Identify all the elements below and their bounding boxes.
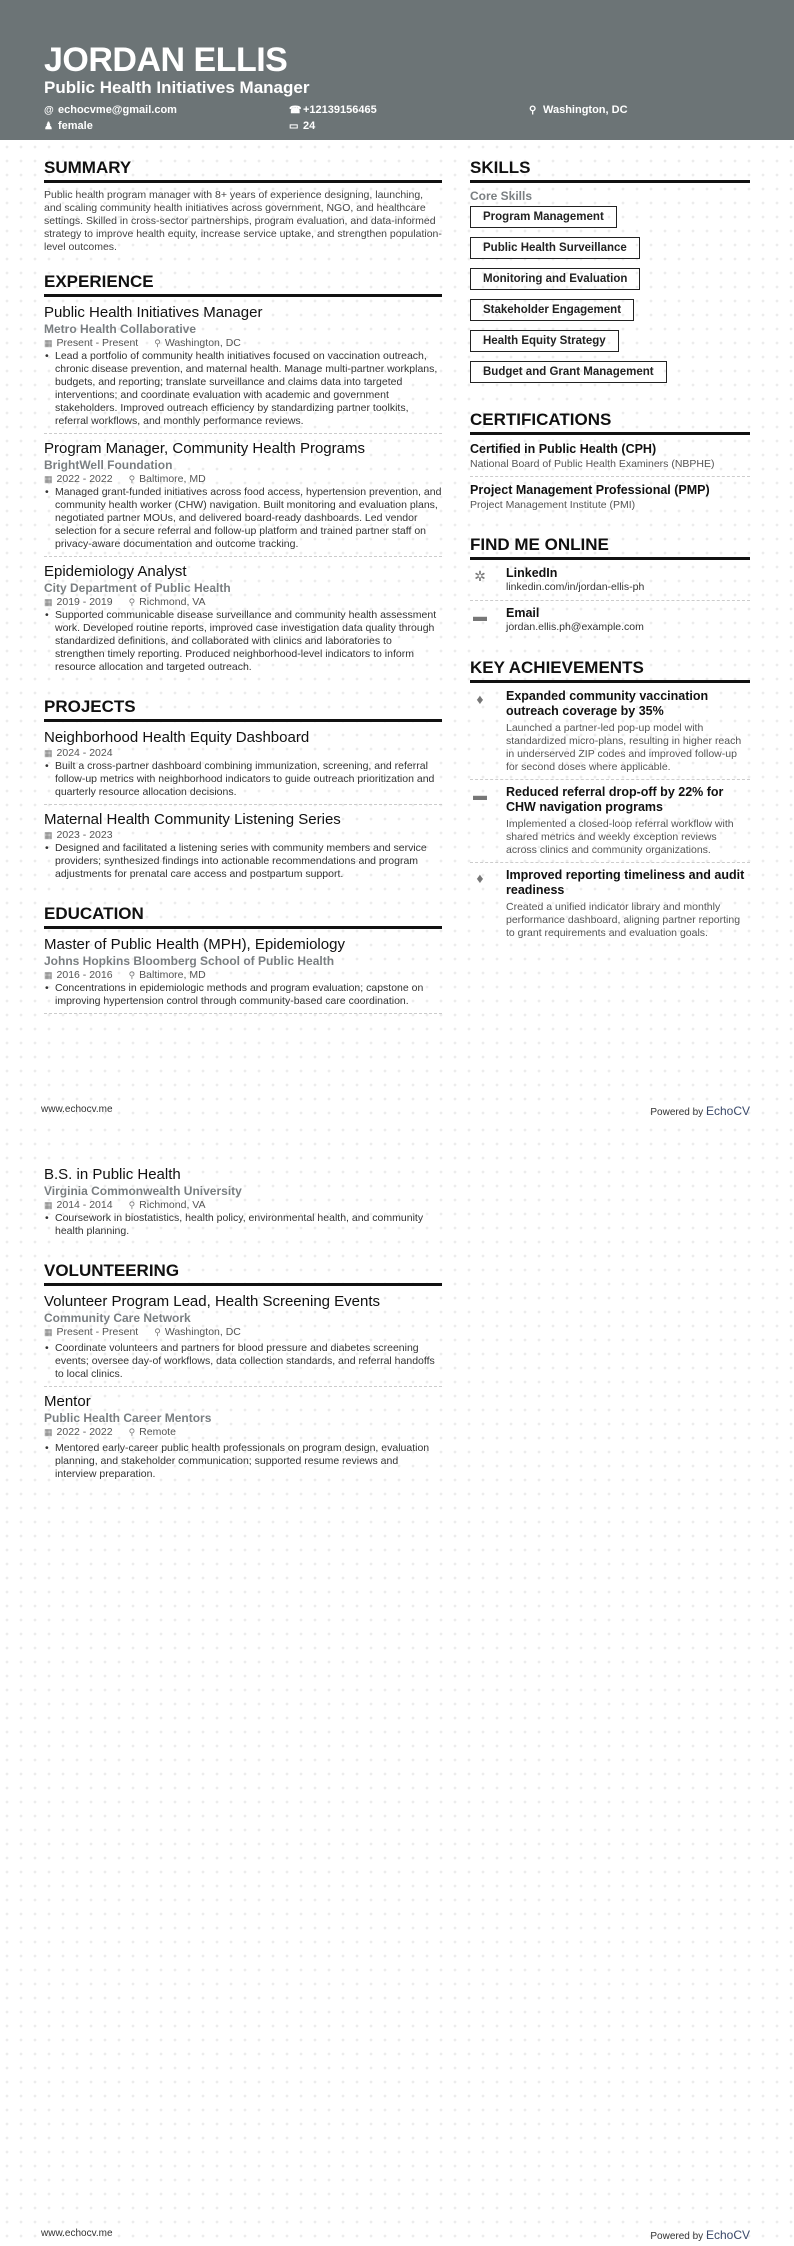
- calendar-icon: ▦: [44, 970, 53, 980]
- calendar-icon: ▦: [44, 748, 53, 758]
- volunteer-item: [44, 1392, 442, 1486]
- calendar-icon: ▦: [44, 1327, 53, 1337]
- projects-section: [44, 697, 442, 886]
- bell-icon: ♦: [476, 870, 484, 886]
- project-title: Neighborhood Health Equity Dashboard: [44, 729, 310, 746]
- section-heading: SUMMARY: [44, 158, 442, 183]
- bullet: • Designed and facilitated a listening series with community members and service providers; synthesized findings into actionable recommendations and program adjustments for prenatal care access and postpartum support.: [44, 842, 442, 881]
- site-link[interactable]: www.echocv.me: [41, 2228, 113, 2239]
- left-column: [44, 1165, 442, 1504]
- calendar-icon: ▦: [44, 474, 53, 484]
- job-title: Program Manager, Community Health Programs: [44, 440, 365, 457]
- cert-name: Project Management Professional (PMP): [470, 483, 710, 497]
- bell-icon: ♦: [476, 691, 484, 707]
- section-heading: FIND ME ONLINE: [470, 535, 750, 560]
- achievement-desc: Implemented a closed-loop referral workflow with shared metrics and weekly exception reviews across clinics and community organizations.: [506, 818, 734, 856]
- footer: [41, 2228, 750, 2242]
- email-link[interactable]: jordan.ellis.ph@example.com: [506, 621, 644, 633]
- certifications-section: [470, 410, 750, 517]
- dates: Present - Present: [56, 337, 139, 349]
- location-icon: ⚲: [128, 970, 136, 980]
- linkedin-icon: ✲: [474, 568, 486, 584]
- footer: [41, 1104, 750, 1118]
- linkedin-link[interactable]: linkedin.com/in/jordan-ellis-ph: [506, 581, 645, 593]
- dates: 2019 - 2019: [56, 596, 113, 608]
- summary-text: Public health program manager with 8+ years of experience designing, launching, and scaling community health initiatives across government, NGO, and healthcare settings. Skilled in cross-sector partnerships, program evaluation, and data-informed strategy to improve health equity, increase service uptake, and strengthen population-level outcomes.: [44, 189, 442, 253]
- location: Richmond, VA: [139, 596, 206, 608]
- site-link[interactable]: www.echocv.me: [41, 1104, 113, 1115]
- bullet: • Supported communicable disease surveillance and community health assessment work. Developed routine reports, improved case investigation data quality through standardized definitions, and collaborated with clinics and laboratories to strengthen timely reporting. Produced neighborhood-level indicators to inform resource allocation and targeted outreach.: [44, 609, 442, 674]
- cert-name: Certified in Public Health (CPH): [470, 442, 657, 456]
- dates: 2024 - 2024: [56, 747, 113, 759]
- school: Virginia Commonwealth University: [44, 1184, 242, 1198]
- right-column: [470, 158, 750, 963]
- gender: female: [58, 120, 93, 132]
- role-title: Mentor: [44, 1393, 91, 1410]
- brand-logo[interactable]: EchoCV: [705, 2228, 750, 2242]
- achievement-desc: Launched a partner-led pop-up model with standardized micro-plans, resulting in higher reach in underserved ZIP codes and improved follow-up for second doses where applicable.: [506, 722, 742, 773]
- experience-item: [44, 439, 442, 557]
- calendar-icon: ▭: [289, 121, 299, 132]
- cert-issuer: National Board of Public Health Examiners (NBPHE): [470, 458, 715, 470]
- dates: 2014 - 2014: [56, 1199, 113, 1211]
- phone[interactable]: +12139156465: [303, 104, 377, 116]
- section-heading: KEY ACHIEVEMENTS: [470, 658, 750, 683]
- location: Washington, DC: [543, 104, 628, 116]
- skill-tag: Stakeholder Engagement: [470, 299, 634, 321]
- job-title: Epidemiology Analyst: [44, 563, 187, 580]
- location-icon: ⚲: [128, 474, 136, 484]
- bullet: • Lead a portfolio of community health initiatives focused on vaccination outreach, chronic disease prevention, and maternal health. Manage multi-partner workplans, budgets, and reporting; translate surveillance and claims data into targeted interventions; and coordinate evaluation with academic and government stakeholders. Improved outreach efficiency by standardizing partner toolkits, referral workflows, and monthly performance reviews.: [44, 350, 442, 428]
- project-item: [44, 728, 442, 805]
- location: Richmond, VA: [139, 1199, 206, 1211]
- bullet: • Coursework in biostatistics, health policy, environmental health, and community health planning.: [44, 1212, 442, 1238]
- school: Johns Hopkins Bloomberg School of Public Health: [44, 954, 335, 968]
- location-icon: ⚲: [128, 1200, 136, 1210]
- education-continued: [44, 1165, 442, 1243]
- section-heading: VOLUNTEERING: [44, 1261, 442, 1286]
- company: City Department of Public Health: [44, 581, 231, 595]
- cert-issuer: Project Management Institute (PMI): [470, 499, 636, 511]
- candidate-title: Public Health Initiatives Manager: [44, 78, 310, 97]
- powered-by: Powered by: [650, 1107, 704, 1118]
- section-heading: EXPERIENCE: [44, 272, 442, 297]
- location: Washington, DC: [164, 337, 241, 349]
- education-section: [44, 904, 442, 1014]
- calendar-icon: ▦: [44, 1427, 53, 1437]
- organization: Public Health Career Mentors: [44, 1411, 212, 1425]
- skill-tag: Health Equity Strategy: [470, 330, 619, 352]
- dates: 2022 - 2022: [56, 473, 113, 485]
- resume-page-2: [0, 1123, 794, 2246]
- location-icon: ⚲: [128, 1427, 136, 1437]
- location-icon: ⚲: [128, 597, 136, 607]
- bullet: • Coordinate volunteers and partners for blood pressure and diabetes screening events; oversee day-of workflows, data collection standards, and referral handoffs to local clinics.: [44, 1342, 442, 1381]
- at-icon: @: [44, 105, 54, 116]
- location-icon: ⚲: [529, 105, 537, 116]
- bullet: • Managed grant-funded initiatives across food access, hypertension prevention, and community health worker (CHW) navigation. Built monitoring and evaluation plans, negotiated partner MOUs, and delivered board-ready dashboards. Led vendor selection for a secure referral and follow-up platform and trained partner staff on privacy-aware documentation and outcome tracking.: [44, 486, 442, 551]
- calendar-icon: ▦: [44, 1200, 53, 1210]
- dates: 2022 - 2022: [56, 1426, 113, 1438]
- online-label: LinkedIn: [506, 566, 558, 580]
- online-section: [470, 535, 750, 640]
- chat-icon: ▬: [473, 608, 487, 624]
- achievement-desc: Created a unified indicator library and monthly performance dashboard, aligning partner reporting to grant requirements and evaluation goals.: [506, 901, 741, 939]
- dates: Present - Present: [56, 1326, 139, 1338]
- candidate-name: JORDAN ELLIS: [44, 41, 288, 79]
- calendar-icon: ▦: [44, 338, 53, 348]
- bullet: • Concentrations in epidemiologic methods and program evaluation; capstone on improving hypertension control through community-based care coordination.: [44, 982, 442, 1008]
- brand-logo[interactable]: EchoCV: [705, 1104, 750, 1118]
- achievements-section: [470, 658, 750, 945]
- location: Baltimore, MD: [139, 473, 206, 485]
- role-title: Volunteer Program Lead, Health Screening Events: [44, 1293, 381, 1310]
- skills-section: [470, 158, 750, 392]
- degree: B.S. in Public Health: [44, 1166, 181, 1183]
- powered-by: Powered by: [650, 2231, 704, 2242]
- bullet: • Mentored early-career public health professionals on program design, evaluation planning, and stakeholder communication; supported resume reviews and interview preparation.: [44, 1442, 442, 1481]
- location-icon: ⚲: [154, 1327, 161, 1337]
- email[interactable]: echocvme@gmail.com: [58, 104, 177, 116]
- dates: 2016 - 2016: [56, 969, 113, 981]
- skill-tag: Budget and Grant Management: [470, 361, 667, 383]
- education-item: [44, 1165, 442, 1243]
- experience-section: [44, 272, 442, 679]
- calendar-icon: ▦: [44, 830, 53, 840]
- job-title: Public Health Initiatives Manager: [44, 304, 263, 321]
- phone-icon: ☎: [289, 105, 302, 116]
- location: Remote: [139, 1426, 176, 1438]
- company: BrightWell Foundation: [44, 458, 173, 472]
- degree: Master of Public Health (MPH), Epidemiology: [44, 936, 345, 953]
- message-icon: ▬: [473, 787, 487, 803]
- header: [0, 0, 794, 140]
- contact-info: [44, 104, 750, 132]
- company: Metro Health Collaborative: [44, 322, 197, 336]
- volunteer-item: [44, 1292, 442, 1387]
- dates: 2023 - 2023: [56, 829, 113, 841]
- section-heading: SKILLS: [470, 158, 750, 183]
- achievement-title: Improved reporting timeliness and audit readiness: [506, 868, 745, 897]
- skill-tag: Monitoring and Evaluation: [470, 268, 640, 290]
- left-column: [44, 158, 442, 1032]
- education-item: [44, 935, 442, 1014]
- experience-item: [44, 562, 442, 679]
- organization: Community Care Network: [44, 1311, 191, 1325]
- online-label: Email: [506, 606, 540, 620]
- achievement-title: Reduced referral drop-off by 22% for CHW navigation programs: [506, 785, 724, 814]
- volunteering-section: [44, 1261, 442, 1486]
- experience-item: [44, 303, 442, 434]
- summary-section: [44, 158, 442, 254]
- calendar-icon: ▦: [44, 597, 53, 607]
- location: Washington, DC: [164, 1326, 241, 1338]
- achievement-title: Expanded community vaccination outreach coverage by 35%: [506, 689, 709, 718]
- skill-tag: Program Management: [470, 206, 617, 228]
- age: 24: [303, 120, 316, 132]
- location: Baltimore, MD: [139, 969, 206, 981]
- section-heading: EDUCATION: [44, 904, 442, 929]
- section-heading: PROJECTS: [44, 697, 442, 722]
- project-item: [44, 810, 442, 886]
- person-icon: ♟: [44, 121, 53, 132]
- section-heading: CERTIFICATIONS: [470, 410, 750, 435]
- bullet: • Built a cross-partner dashboard combining immunization, screening, and referral follow-up metrics with neighborhood indicators to guide outreach prioritization and quarterly resource allocation decisions.: [44, 760, 442, 799]
- skill-group-label: Core Skills: [470, 189, 533, 203]
- skill-tag: Public Health Surveillance: [470, 237, 640, 259]
- location-icon: ⚲: [154, 338, 161, 348]
- project-title: Maternal Health Community Listening Series: [44, 811, 341, 828]
